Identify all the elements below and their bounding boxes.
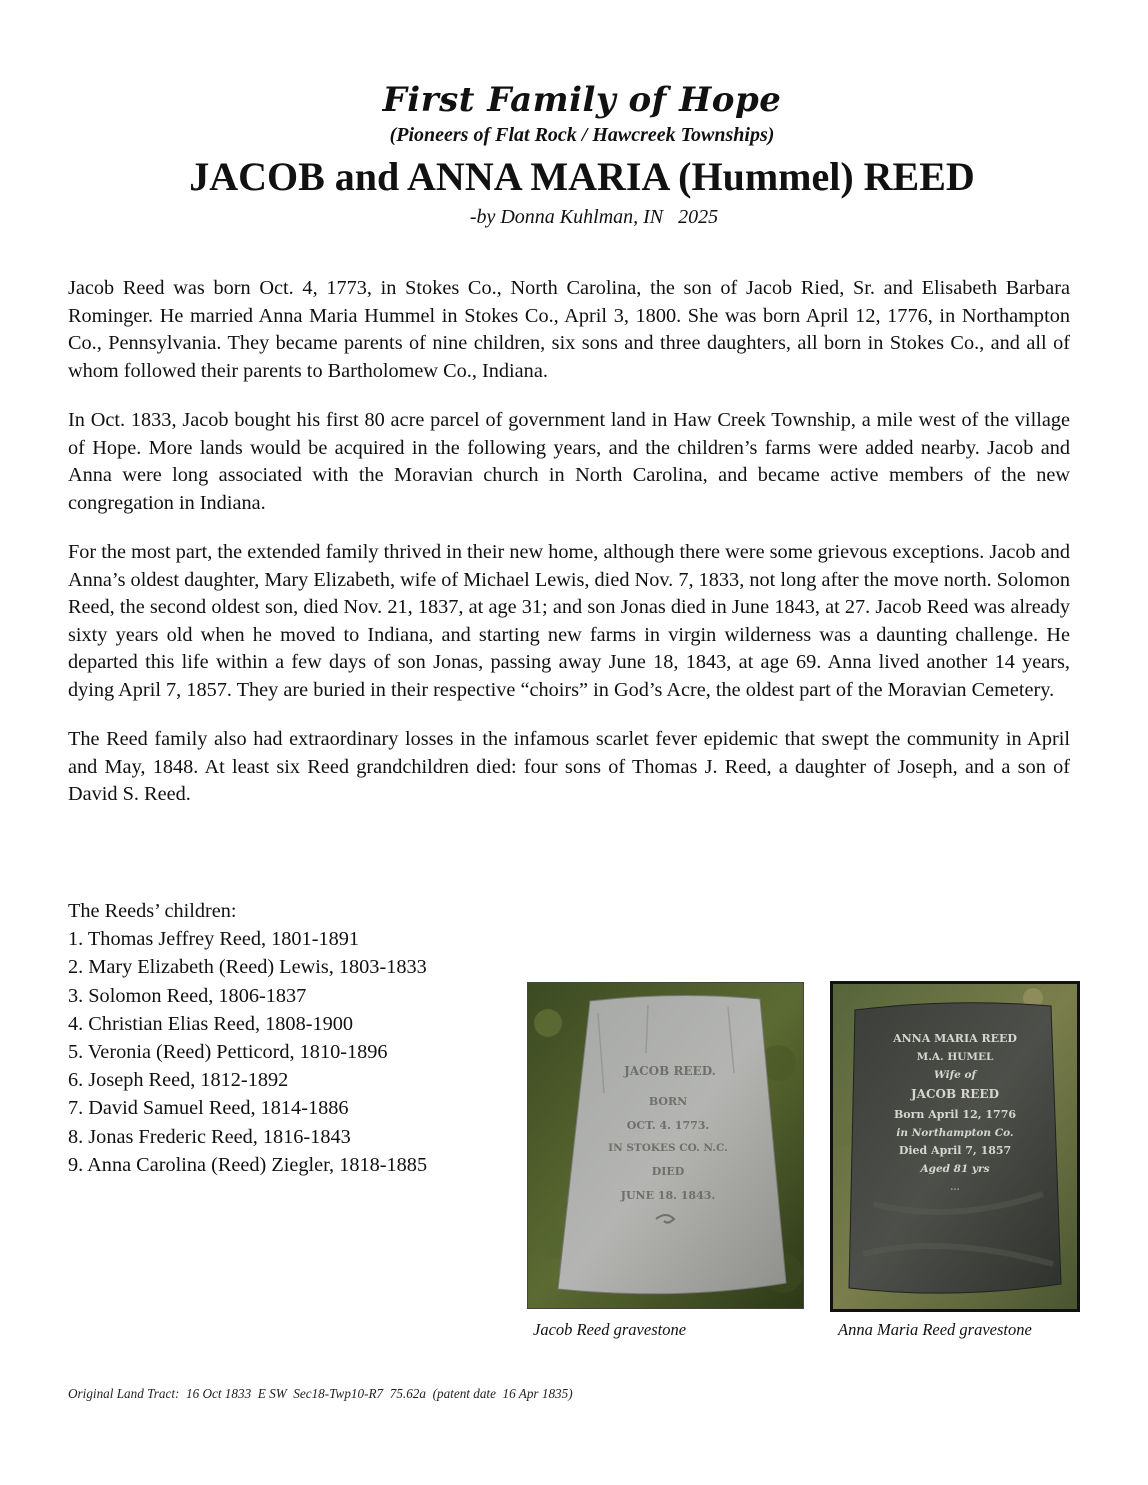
list-item: 9. Anna Carolina (Reed) Ziegler, 1818-1885	[68, 1153, 428, 1176]
children-heading: The Reeds’ children:	[68, 900, 237, 922]
jacob-photo-caption: Jacob Reed gravestone	[533, 1320, 687, 1339]
list-item: 2. Mary Elizabeth (Reed) Lewis, 1803-1833	[68, 956, 427, 979]
jacob-inscription-line: OCT. 4. 1773.	[626, 1119, 710, 1132]
children-list	[68, 897, 508, 1179]
list-item: 8. Jonas Frederic Reed, 1816-1843	[68, 1125, 351, 1148]
anna-inscription-line: Aged 81 yrs	[920, 1163, 990, 1175]
subtitle: (Pioneers of Flat Rock / Hawcreek Townships)	[389, 124, 775, 146]
jacob-inscription-line: DIED	[651, 1165, 685, 1178]
jacob-gravestone-photo	[527, 982, 804, 1309]
anna-gravestone-photo	[830, 981, 1080, 1312]
anna-inscription-line: ...	[950, 1183, 960, 1193]
list-item: 3. Solomon Reed, 1806-1837	[68, 984, 307, 1007]
list-item: 4. Christian Elias Reed, 1808-1900	[68, 1012, 354, 1035]
list-item: 7. David Samuel Reed, 1814-1886	[68, 1097, 349, 1120]
anna-inscription-line: Wife of	[934, 1069, 976, 1081]
page-title: JACOB and ANNA MARIA (Hummel) REED	[189, 154, 975, 199]
jacob-inscription-line: IN STOKES CO. N.C.	[608, 1142, 728, 1154]
paragraph-land: In Oct. 1833, Jacob bought his first 80 acre parcel of government land in Haw Creek Township, a mile west of the village of Hope. More lands would be acquired in the following years, and the children’s farms were added nearby. Jacob and Anna were long associated with the Moravian church in North Carolina, and became active members of the new congregation in Indiana.	[68, 409, 1070, 514]
jacob-inscription-line: JACOB REED.	[624, 1064, 716, 1078]
series-title: First Family of Hope	[382, 80, 782, 120]
land-tract-footnote: Original Land Tract: 16 Oct 1833 E SW Sec18-Twp10-R7 75.62a (patent date 16 Apr 1835)	[68, 1386, 573, 1401]
list-item: 6. Joseph Reed, 1812-1892	[68, 1069, 289, 1092]
anna-inscription-line: JACOB REED	[911, 1087, 999, 1101]
header	[0, 78, 1148, 230]
anna-inscription-line: in Northampton Co.	[896, 1127, 1014, 1139]
list-item: 5. Veronia (Reed) Petticord, 1810-1896	[68, 1041, 388, 1064]
jacob-inscription-line: JUNE 18. 1843.	[620, 1189, 716, 1202]
anna-photo-caption: Anna Maria Reed gravestone	[838, 1320, 1032, 1339]
anna-inscription-line: Died April 7, 1857	[898, 1144, 1012, 1157]
byline: -by Donna Kuhlman, IN 2025	[469, 206, 719, 228]
list-item: 1. Thomas Jeffrey Reed, 1801-1891	[68, 928, 360, 951]
anna-inscription-line: M.A. HUMEL	[916, 1051, 994, 1063]
jacob-inscription-line: BORN	[648, 1095, 688, 1108]
paragraph-birth: Jacob Reed was born Oct. 4, 1773, in Stokes Co., North Carolina, the son of Jacob Ried, Sr. and Elisabeth Barbara Rominger. He married Anna Maria Hummel in Stokes Co., April 3, 1800. She was born April 12, 1776, in Northampton Co., Pennsylvania. They became parents of nine children, six sons and three daughters, all born in Stokes Co., and all of whom followed their parents to Bartholomew Co., Indiana.	[68, 277, 1070, 382]
paragraph-epidemic: The Reed family also had extraordinary losses in the infamous scarlet fever epidemic that swept the community in April and May, 1848. At least six Reed grandchildren died: four sons of Thomas J. Reed, a daughter of Joseph, and a son of David S. Reed.	[68, 728, 1070, 805]
anna-inscription-line: Born April 12, 1776	[893, 1108, 1017, 1121]
paragraph-family: For the most part, the extended family thrived in their new home, although there were some grievous exceptions. Jacob and Anna’s oldest daughter, Mary Elizabeth, wife of Michael Lewis, died Nov. 7, 1833, not long after the move north. Solomon Reed, the second oldest son, died Nov. 21, 1837, at age 31; and son Jonas died in June 1843, at 27. Jacob Reed was already sixty years old when he moved to Indiana, and starting new farms in virgin wilderness was a daunting challenge. He departed this life within a few days of son Jonas, passing away June 18, 1843, at age 69. Anna lived another 14 years, dying April 7, 1857. They are buried in their respective “choirs” in God’s Acre, the oldest part of the Moravian Cemetery.	[68, 541, 1070, 701]
article-body	[68, 275, 1070, 831]
anna-inscription-line: ANNA MARIA REED	[893, 1032, 1017, 1045]
